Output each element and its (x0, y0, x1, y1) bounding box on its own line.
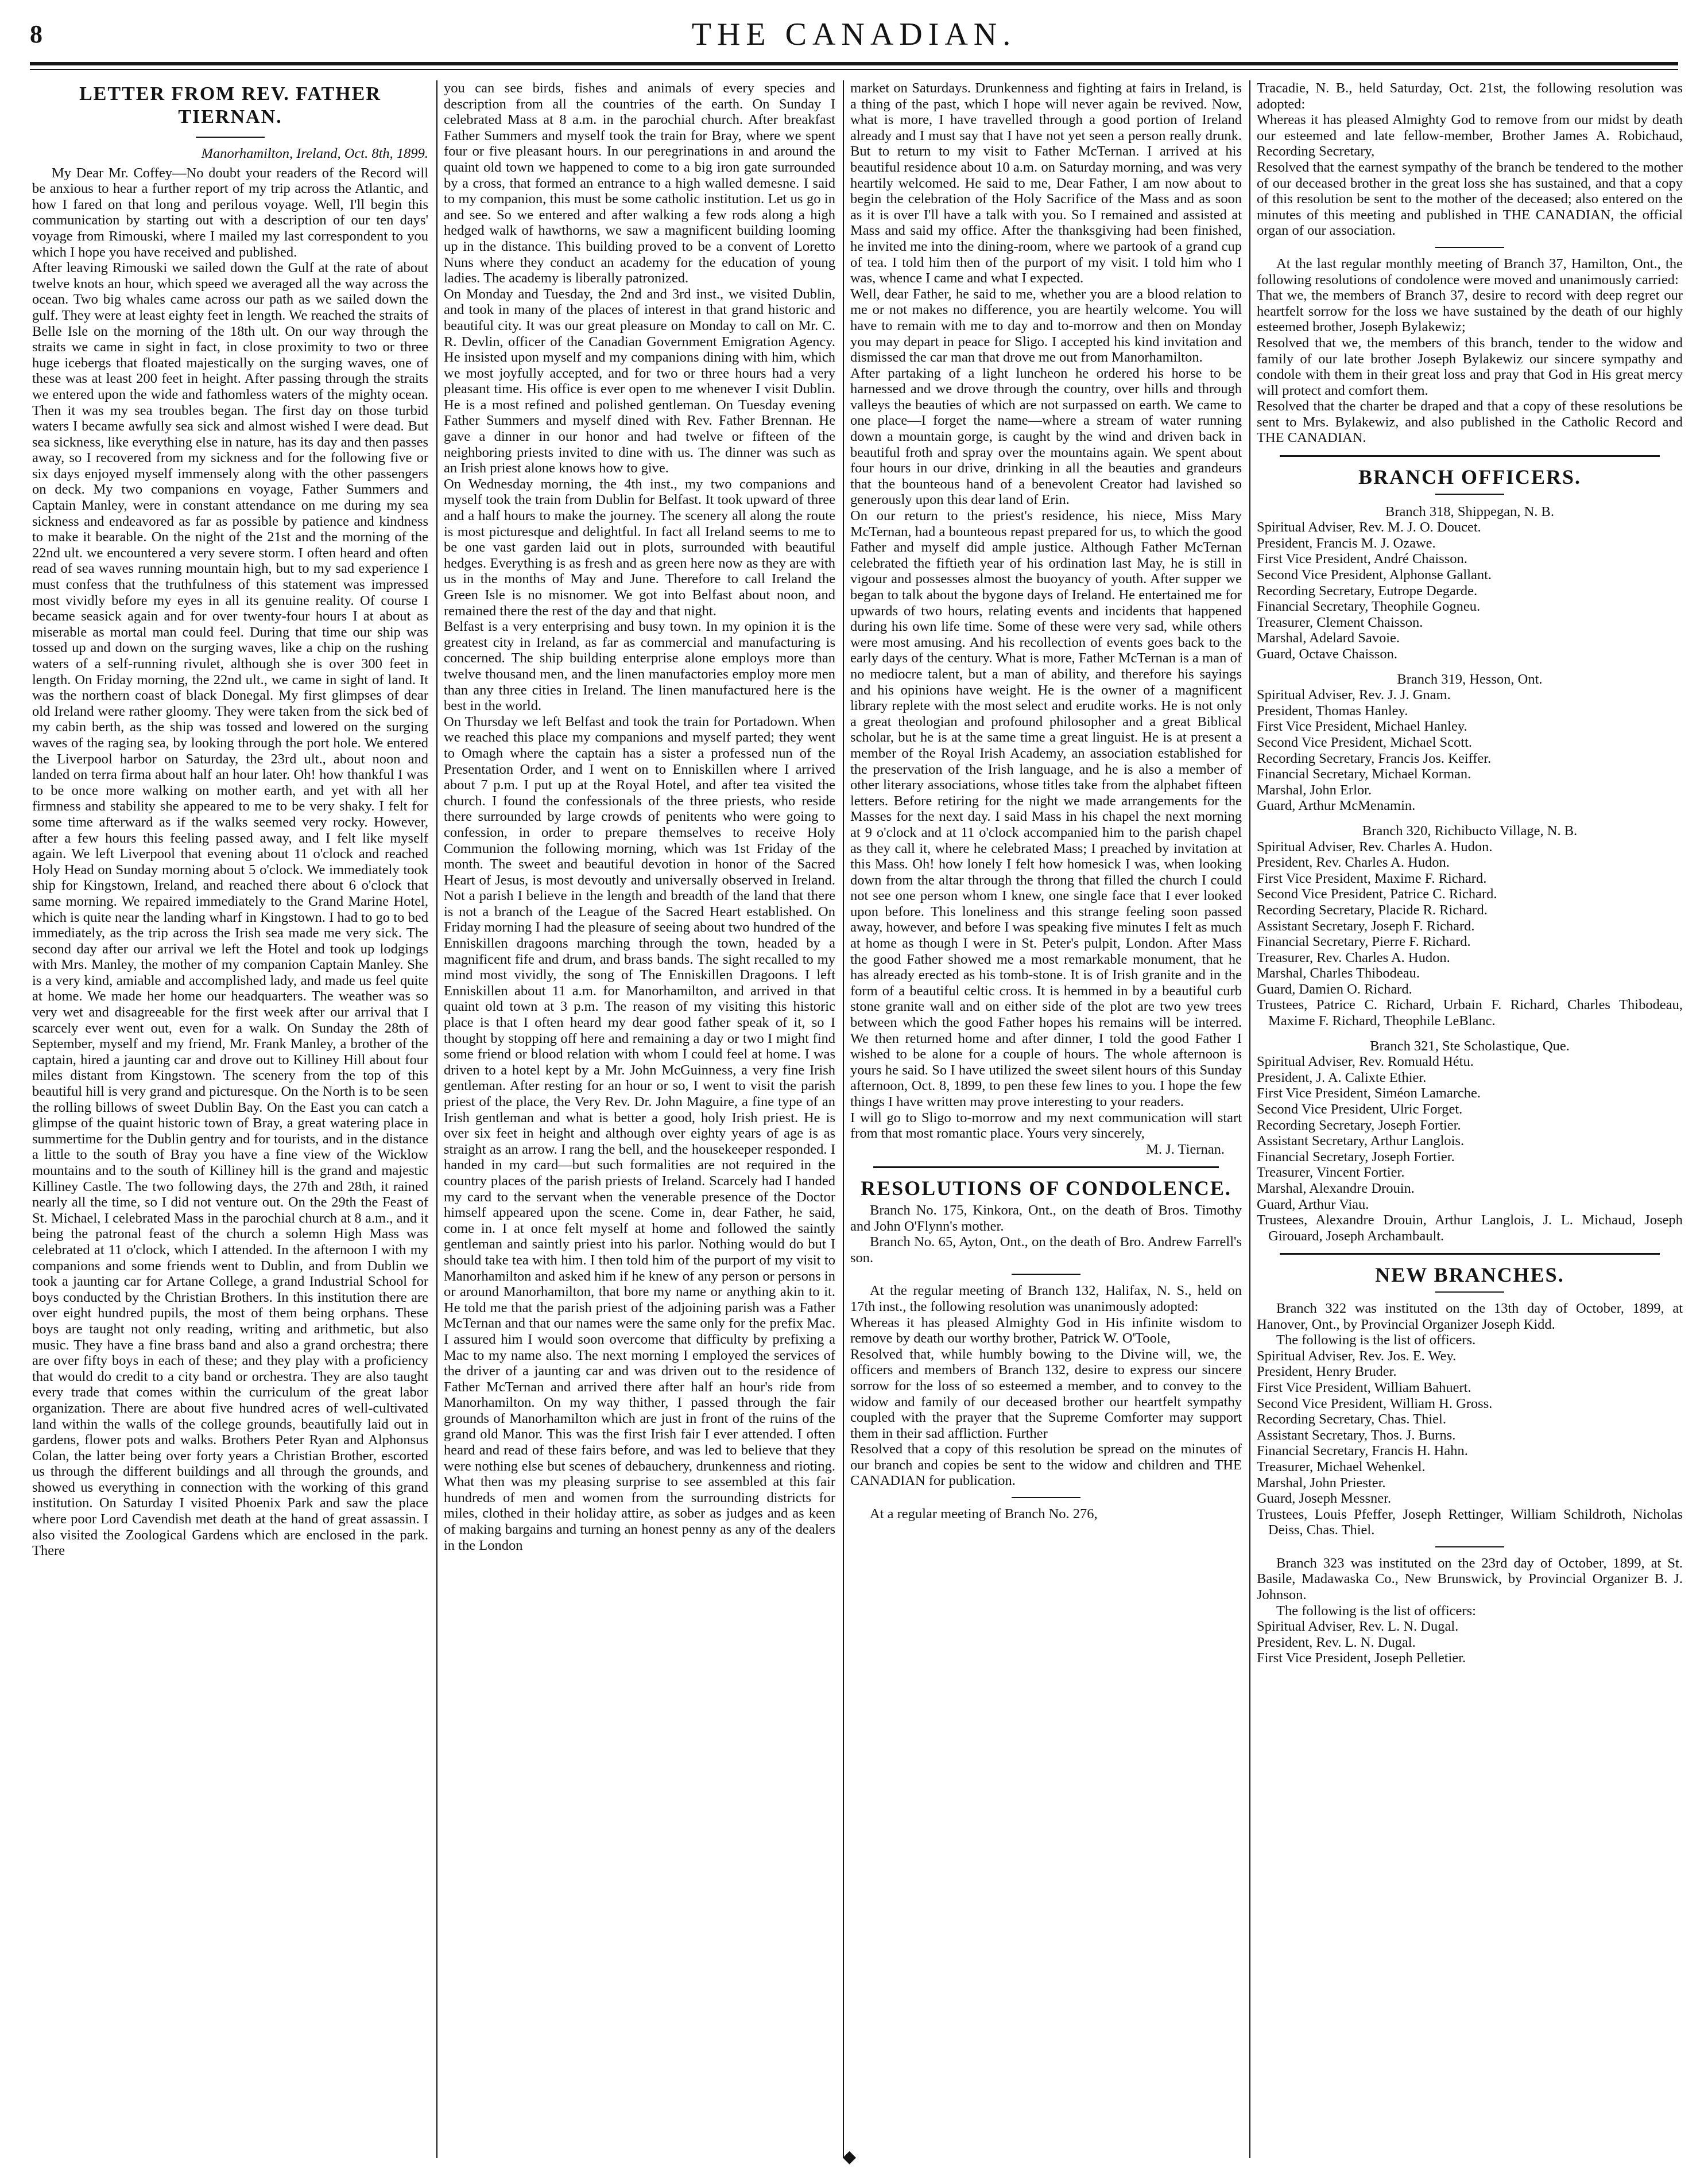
officer-entry: President, Francis M. J. Ozawe. (1257, 535, 1436, 551)
branch-officers-list (1257, 504, 1683, 1244)
letter-signature: M. J. Tiernan. (1146, 1141, 1225, 1157)
page-number: 8 (30, 20, 42, 48)
resolution-tracadie: Tracadie, N. B., held Saturday, Oct. 21st, the following resolution was adopted: Whereas it has pleased Almighty God to remove from our midst by death our esteemed and late fellow-member, Brother James A. Robichaud, Recording Secretary, Resolved that the earnest sympathy of the branch be tendered to the mother of our deceased brother in the great loss she has sustained, and that a copy of this resolution be sent to the mother of the deceased; also entered on the minutes of this meeting and published in THE CANADIAN, the official organ of our association. (1257, 80, 1683, 239)
divider (873, 1166, 1219, 1168)
officer-entry: Spiritual Adviser, Rev. Romuald Hétu. (1257, 1054, 1474, 1070)
officer-entry: Financial Secretary, Francis H. Hahn. (1257, 1443, 1468, 1459)
officer-entry: Treasurer, Clement Chaisson. (1257, 614, 1423, 630)
officer-entry: President, Henry Bruder. (1257, 1364, 1397, 1380)
officer-entry: First Vice President, Siméon Lamarche. (1257, 1085, 1481, 1101)
branch-title: Branch 319, Hesson, Ont. (1397, 671, 1543, 687)
divider (1012, 1497, 1080, 1498)
officer-entry: First Vice President, Maxime F. Richard. (1257, 870, 1487, 886)
ornament-icon: ◆ (843, 2147, 857, 2166)
divider (1435, 1291, 1504, 1293)
officer-entry: Second Vice President, William H. Gross. (1257, 1395, 1493, 1411)
new-branches-heading: NEW BRANCHES. (1375, 1263, 1564, 1287)
officer-entry: Financial Secretary, Pierre F. Richard. (1257, 934, 1471, 950)
officer-list (1257, 1054, 1683, 1244)
officer-entry: President, Rev. Charles A. Hudon. (1257, 855, 1450, 871)
letter-body-part-3: market on Saturdays. Drunkenness and fighting at fairs in Ireland, is a thing of the past, which I hope will never again be revived. Now, what is more, I have travelled through a good portion of Ireland already and I must say that I have not yet seen a person really drunk. But to return to my visit to Father McTernan. I arrived at his beautiful residence about 10 a.m. on Saturday morning, and was very heartily welcomed. He said to me, Dear Father, I am now about to begin the celebration of the Holy Sacrifice of the Mass and as soon as it is over I'll have a talk with you. So I remained and assisted at Mass and said my office. After the thanksgiving had been finished, he invited me into the dining-room, where we partook of a grand cup of tea. I told him then of the purport of my visit. I told him who I was, whence I came and what I expected. Well, dear Father, he said to me, whether you are a blood relation to me or not makes no difference, you are heartily welcome. You will have to remain with me to day and to-morrow and then on Monday you may depart in peace for Sligo. I accepted his kind invitation and dismissed the car man that drove me out from Manorhamilton. After partaking of a light luncheon he ordered his horse to be harnessed and we drove through the country, over hills and through valleys the beauties of which are not surpassed on earth. We came to one place—I forget the name—where a stream of water running down a mountain gorge, is caught by the wind and driven back in beautiful froth and spray over the mountains again. We spent about four hours in our drive, drinking in all the beauties and grandeurs that the bounteous hand of a benevolent Creator had lavished so generously upon this dear land of Erin. On our return to the priest's residence, his niece, Miss Mary McTernan, had a bounteous repast prepared for us, to which the good Father and myself did ample justice. Although Father McTernan celebrated the fiftieth year of his ordination last May, he is still in vigour and possesses almost the buoyancy of youth. After supper we began to talk about the bygone days of Ireland. He entertained me for upwards of two hours, relating events and incidents that happened during his own life time. Some of these were very sad, while others were most amusing. And his recollection of events goes back to the early days of the century. What is more, Father McTernan is a man of no mediocre talent, but a man of ability, and therefore his sayings and his opinions have weight. He is the owner of a magnificent library replete with the most select and erudite works. He is not only a great theologian and profound philosopher and a great Biblical scholar, but he is at the same time a great linguist. He is at present a member of the Royal Irish Academy, an association established for the preservation of the Irish language, and he is also a member of other literary associations, whose titles take from the alphabet fifteen letters. Before retiring for the night we made arrangements for the Masses for the next day. I said Mass in his chapel the next morning at 9 o'clock and at 11 o'clock accompanied him to the parish chapel as they call it, where he celebrated Mass; I preached by invitation at this Mass. Oh! how lonely I felt how homesick I was, when looking down from the altar through the throng that filled the church I could not see one person whom I knew, one single face that I ever looked upon before. This loneliness and this strange feeling soon passed away, however, and before I was speaking five minutes I felt as much at home as though I were in St. Peter's pulpit, London. After Mass the good Father showed me a most remarkable monument, that he has already erected as his tomb-stone. It is of Irish granite and in the form of a beautiful celtic cross. It is hemmed in by a beautiful curb stone granite wall and on either side of the plot are two yew trees between which the good Father hopes his remains will be interred. We then returned home and after dinner, I told the good Father I wished to be alone for a couple of hours. The whole afternoon is yours he said. So I have utilized the sweet silent hours of this Sunday afternoon, Oct. 8, 1899, to pen these few lines to you. I hope the few things I have written may prove interesting to your readers. I will go to Sligo to-morrow and my next communication will start from that most romantic place. Yours very sincerely, (850, 80, 1242, 1142)
officer-entry: Treasurer, Rev. Charles A. Hudon. (1257, 949, 1450, 965)
column-4 (1257, 80, 1683, 2158)
resolution-item: Branch No. 65, Ayton, Ont., on the death of Bro. Andrew Farrell's son. (850, 1234, 1242, 1266)
officer-entry: Spiritual Adviser, Rev. Charles A. Hudon. (1257, 839, 1493, 855)
officer-entry: Guard, Octave Chaisson. (1257, 646, 1397, 662)
divider (1280, 455, 1660, 457)
officer-entry: Treasurer, Vincent Fortier. (1257, 1165, 1405, 1181)
divider (1280, 1253, 1660, 1255)
branch-323-officers (1257, 1619, 1683, 1666)
officer-entry: Assistant Secretary, Arthur Langlois. (1257, 1133, 1465, 1149)
resolution-halifax: At the regular meeting of Branch 132, Halifax, N. S., held on 17th inst., the following resolution was unanimously adopted: Whereas it has pleased Almighty God in His infinite wisdom to remove by death our worthy brother, Patrick W. O'Toole, Resolved that, while humbly bowing to the Divine will, we, the officers and members of Branch 132, desire to express our sincere sorrow for the loss of so esteemed a member, and to convey to the widow and family of our deceased brother our heartfelt sympathy coupled with the prayer that the Supreme Comforter may support them in their sad affliction. Further Resolved that a copy of this resolution be spread on the minutes of our branch and copies be sent to the widow and children and THE CANADIAN for publication. (850, 1283, 1242, 1489)
divider (1435, 494, 1504, 495)
officer-entry: Recording Secretary, Joseph Fortier. (1257, 1117, 1461, 1133)
officer-entry: Second Vice President, Alphonse Gallant. (1257, 567, 1492, 583)
divider (196, 137, 265, 138)
branch-title: Branch 320, Richibucto Village, N. B. (1362, 823, 1578, 839)
letter-body-part-1: My Dear Mr. Coffey—No doubt your readers of the Record will be anxious to hear a further report of my trip across the Atlantic, and how I fared on that long and perilous voyage. Well, I'll begin this communication by starting out with a description of our ten days' voyage from Rimouski, where I mailed my last correspondent to you which I hope you have received and published. After leaving Rimouski we sailed down the Gulf at the rate of about twelve knots an hour, which speed we averaged all the way across the ocean. Two big whales came across our path as we sailed down the gulf. They were at least eighty feet in length. We reached the straits of Belle Isle on the morning of the 18th ult. On our way through the straits we came in sight in fact, in close proximity to two or three huge icebergs that floated majestically on the surging waves, one of these was at least 200 feet in height. After passing through the straits we entered upon the wide and fathomless waters of the mighty ocean. Then it was my sea troubles began. The first day on those turbid waters I became awfully sea sick and almost wished I were dead. But sea sickness, like everything else in nature, has its day and then passes away, so I recovered from my sickness and for the following five or six days enjoyed myself immensely along with the other passengers on deck. My two companions en voyage, Father Summers and Captain Manley, were in constant attendance on me during my sea sickness and endeavored as far as possible by patience and kindness to make it bearable. On the night of the 21st and the morning of the 22nd ult. we encountered a very severe storm. I often heard and often read of sea waves running mountain high, but to my sad experience I must confess that the truthfulness of this statement was impressed most vividly before my eyes in all its genuine reality. Of course I became seasick again and for over twenty-four hours I at about as miserable as mortal man could feel. During that time our ship was tossed up and down on the surging waves, like a chip on the rushing waters of a self-running rivulet, although she is over 300 feet in length. On Friday morning, the 22nd ult., we came in sight of land. It was the northern coast of black Donegal. My first glimpses of dear old Ireland were rather gloomy. They were taken from the sick bed of my cabin berth, as the ship was tossed and lowered on the surging waves of the raging sea, by looking through the port hole. We entered the Liverpool harbor on Saturday, the 23rd ult., about noon and landed on terra firma about half an hour later. Oh! how thankful I was to be once more walking on mother earth, and yet with all her firmness and stability she appeared to me to be very shaky. I felt for some time afterward as if the walks seemed very rocky. However, after a few hours this feeling passed away, and I felt like myself again. We left Liverpool that evening about 11 o'clock and reached Holy Head on Sunday morning about 5 o'clock. We immediately took ship for Kingstown, Ireland, and reached there about 6 o'clock that same morning. We repaired immediately to the Grand Marine Hotel, which is quite near the landing wharf in Kingstown. I had to go to bed immediately, as the trip across the Irish sea made me very sick. The second day after our arrival we left the Hotel and took up lodgings with Mrs. Manley, the mother of my companion Captain Manley. She is a very kind, amiable and accomplished lady, and made us feel quite at home. We made her home our headquarters. The weather was so very wet and disagreeable for the first week after our arrival that I scarcely ever went out, even for a walk. On Sunday the 28th of September, myself and my friend, Mr. Frank Manley, a brother of the captain, hired a jaunting car and drove out to Killiney Hill about four miles distant from Kingstown. The scenery from the top of this beautiful hill is very grand and picturesque. On the North is to be seen the rolling billows of sweet Dublin Bay. On the East you can catch a glimpse of the quaint historic town of Bray, a great watering place in summertime for the Dublin gentry and for tourists, and in the distance a little to the south of Bray you have a fine view of the Wicklow mountains and to the south of Killiney hill is the grand and majestic Killiney Castle. The two following days, the 27th and 28th, it rained nearly all the time, so I did not venture out. On the 29th the Feast of St. Michael, I celebrated Mass in the parochial church at 8 a.m., and it being the patronal feast of the church a solemn High Mass was celebrated at 11 o'clock, which I attended. In the afternoon I with my companions and some friends went to Dublin, and from Dublin we took a jaunting car for Artane College, a grand Industrial School for boys conducted by the Christian Brothers. In this institution there are over eight hundred pupils, the most of them being orphans. These boys are taught not only reading, writing and arithmetic, but also music. They have a fine brass band and also a grand orchestra; there are over fifty boys in each of these; and they play with a proficiency that would do credit to a city band or orchestra. They are also taught every trade that comes within the curriculum of the great labor organization. There are about five hundred acres of well-cultivated land within the walls of the college grounds, beautifully laid out in gardens, flower pots and walks. Brothers Peter Ryan and Alphonsus Colan, the latter being over forty years a Christian Brother, escorted us through the different buildings and all through the grounds, and showed us everything in connection with the working of this grand institution. On Saturday I visited Phoenix Park and saw the place where poor Lord Cavendish met death at the hand of great assassin. I also visited the Zoological Gardens which are enclosed in the park. There (32, 165, 428, 1559)
officer-entry: First Vice President, André Chaisson. (1257, 551, 1467, 567)
officer-entry: Treasurer, Michael Wehenkel. (1257, 1458, 1426, 1475)
officer-entry: Trustees, Louis Pfeffer, Joseph Rettinger, William Schildroth, Nicholas Deiss, Chas. Thiel. (1257, 1506, 1683, 1538)
column-rule (843, 80, 844, 2158)
masthead-rule-thin (30, 69, 1678, 70)
branch-322-intro: Branch 322 was instituted on the 13th day of October, 1899, at Hanover, Ont., by Provincial Organizer Joseph Kidd. (1257, 1300, 1683, 1332)
branch-officers-heading: BRANCH OFFICERS. (1358, 465, 1582, 489)
officer-entry: Recording Secretary, Francis Jos. Keiffer. (1257, 750, 1492, 766)
officer-entry: Financial Secretary, Michael Korman. (1257, 766, 1471, 782)
officer-entry: First Vice President, William Bahuert. (1257, 1379, 1471, 1395)
resolution-hamilton: At the last regular monthly meeting of Branch 37, Hamilton, Ont., the following resolutions of condolence were moved and unanimously carried: That we, the members of Branch 37, desire to record with deep regret our heartfelt sorrow for the loss we have sustained by the death of our highly esteemed brother, Joseph Bylakewiz; Resolved that we, the members of this branch, tender to the widow and family of our late brother Joseph Bylakewiz our sincere sympathy and condole with them in their great loss and pray that God in His great mercy will protect and comfort them. Resolved that the charter be draped and that a copy of these resolutions be sent to Mrs. Bylakewiz, and also published in the Catholic Record and THE CANADIAN. (1257, 255, 1683, 446)
column-rule (1249, 80, 1250, 2158)
letter-body-part-2: you can see birds, fishes and animals of every species and description from all the countries of the earth. On Sunday I celebrated Mass at 8 a.m. in the parochial church. After breakfast Father Summers and myself took the train for Bray, where we spent four or five pleasant hours. In our peregrinations in and around the quaint old town we happened to come to a big iron gate surrounded by a cross, that formed an entrance to a high walled demesne. I said to my companion, this must be some catholic institution. Let us go in and see. So we entered and after walking a few rods along a high hedged walk of hawthorns, we saw a magnificent building looming up in the distance. This building proved to be a convent of Loretto Nuns where they conduct an academy for the education of young ladies. The academy is liberally patronized. On Monday and Tuesday, the 2nd and 3rd inst., we visited Dublin, and took in many of the places of interest in that grand historic and beautiful city. It was our great pleasure on Monday to call on Mr. C. R. Devlin, officer of the Canadian Government Emigration Agency. He insisted upon myself and my companions dining with him, which we most joyfully accepted, and for two or three hours had a very pleasant time. His office is ever open to me whenever I visit Dublin. He is a most refined and polished gentleman. On Tuesday evening Father Summers and myself dined with Rev. Father Brennan. He gave a dinner in our honor and had twelve or fifteen of the neighboring priests invited to dine with us. The dinner was such as an Irish priest alone knows how to give. On Wednesday morning, the 4th inst., my two companions and myself took the train from Dublin for Belfast. It took upward of three and a half hours to make the journey. The scenery all along the route is most picturesque and delightful. In fact all Ireland seems to me to be one vast garden laid out in plots, surrounded with beautiful hedges. Everything is as fresh and as green here now as they are with us in the months of May and June. Therefore to call Ireland the Green Isle is no misnomer. We got into Belfast about noon, and remained there the rest of the day and that night. Belfast is a very enterprising and busy town. In my opinion it is the greatest city in Ireland, as far as commercial and manufacturing is concerned. The ship building enterprise alone employs more than twelve thousand men, and the linen manufactories employ more men than any three cities in Ireland. The linen manufactured here is the best in the world. On Thursday we left Belfast and took the train for Portadown. When we reached this place my companions and myself parted; they went to Omagh where the captain has a sister a professed nun of the Presentation Order, and I went on to Enniskillen where I arrived about 7 p.m. I put up at the Royal Hotel, and after tea visited the church. I found the confessionals of the three priests, who reside there surrounded by large crowds of penitents who were going to confession, in order to prepare themselves to receive Holy Communion the following morning, which was 1st Friday of the month. The sweet and beautiful devotion in honor of the Sacred Heart of Jesus, is most devoutly and universally observed in Ireland. Not a parish I believe in the length and breadth of the land that there is not a branch of the League of the Sacred Heart established. On Friday morning I had the pleasure of seeing about two hundred of the Enniskillen dragoons marching through the town, headed by a magnificent fife and drum, and brass bands. The sight recalled to my mind most vividly, the song of The Enniskillen Dragoons. I left Enniskillen about 11 a.m. for Manorhamilton, and arrived in that quaint old town at 3 p.m. The reason of my visiting this historic place is that I often heard my dear good father speak of it, so I thought by stopping off here and remaining a day or two I might find some friend or blood relation with whom I could feel at home. I was driven to a hotel kept by a Mr. John McGuinness, a very fine Irish gentleman. After resting for an hour or so, I went to visit the parish priest of the place, the Very Rev. Dr. John Maguire, a fine type of an Irish gentleman and what is better a good, holy Irish priest. He is over six feet in height and although over eighty years of age is as straight as an arrow. I rang the bell, and the housekeeper responded. I handed in my card—but such formalities are not required in the country places of the parish priests of Ireland. Scarcely had I handed my card to the servant when the venerable presence of the Doctor himself appeared upon the scene. Come in, dear Father, he said, come in. I at once felt myself at home and followed the saintly gentleman and saintly priest into his parlor. Nothing would do but I should take tea with him. I then told him of the purport of my visit to Manorhamilton and asked him if he knew of any person or persons in or around Manorhamilton, that bore my name or anything akin to it. He told me that the parish priest of the adjoining parish was a Father McTernan and that our names were the same only for the prefix Mac. I assured him I would soon overcome that difficulty by prefixing a Mac to my name also. The next morning I employed the services of the driver of a jaunting car and was driven out to the residence of Father McTernan and arrived there after half an hour's ride from Manorhamilton. On my way thither, I passed through the fair grounds of Manorhamilton which are just in front of the ruins of the grand old Manor. This was the first Irish fair I ever attended. I often heard and read of these fairs before, and was led to believe that they were nothing else but scenes of debauchery, drunkenness and rioting. What then was my pleasing surprise to see assembled at this fair hundreds of men and women from the surrounding districts for miles, clothed in their holiday attire, as sober as judges and as keen of making bargains and turning an honest penny as any of the dealers in the London (444, 80, 835, 1553)
branch-title: Branch 321, Ste Scholastique, Que. (1370, 1038, 1570, 1054)
letter-dateline: Manorhamilton, Ireland, Oct. 8th, 1899. (201, 146, 428, 161)
officer-entry: Marshal, John Erlor. (1257, 782, 1372, 798)
officer-entry: First Vice President, Michael Hanley. (1257, 719, 1467, 735)
column-3 (850, 80, 1242, 2158)
branch-323-intro: Branch 323 was instituted on the 23rd day of October, 1899, at St. Basile, Madawaska Co., New Brunswick, by Provincial Organizer B. J. Johnson. (1257, 1555, 1683, 1603)
resolution-item: Branch No. 175, Kinkora, Ont., on the death of Bros. Timothy and John O'Flynn's mother. (850, 1202, 1242, 1234)
officer-entry: Marshal, Alexandre Drouin. (1257, 1181, 1415, 1196)
officer-entry: Trustees, Alexandre Drouin, Arthur Langlois, J. L. Michaud, Joseph Girouard, Joseph Archambault. (1257, 1212, 1683, 1244)
branch-323-lead: The following is the list of officers: (1276, 1603, 1476, 1619)
branch-322-lead: The following is the list of officers. (1276, 1332, 1476, 1348)
officer-entry: Second Vice President, Michael Scott. (1257, 734, 1473, 750)
officer-entry: Assistant Secretary, Thos. J. Burns. (1257, 1427, 1456, 1443)
officer-entry: Guard, Damien O. Richard. (1257, 981, 1412, 997)
officer-entry: Spiritual Adviser, Rev. J. J. Gnam. (1257, 687, 1451, 703)
officer-entry: First Vice President, Joseph Pelletier. (1257, 1650, 1466, 1666)
officer-entry: President, Thomas Hanley. (1257, 703, 1408, 719)
officer-list (1257, 519, 1683, 662)
officer-list (1257, 839, 1683, 1029)
officer-entry: Guard, Joseph Messner. (1257, 1491, 1392, 1507)
officer-entry: Spiritual Adviser, Rev. Jos. E. Wey. (1257, 1348, 1457, 1364)
officer-entry: Second Vice President, Ulric Forget. (1257, 1101, 1463, 1118)
officer-entry: Financial Secretary, Joseph Fortier. (1257, 1149, 1455, 1165)
divider (1435, 247, 1504, 248)
branch-322-officers (1257, 1348, 1683, 1538)
divider (1012, 1274, 1080, 1275)
column-rule (436, 80, 437, 2158)
officer-entry: Marshal, John Priester. (1257, 1475, 1386, 1491)
officer-entry: Guard, Arthur McMenamin. (1257, 798, 1416, 814)
officer-entry: Assistant Secretary, Joseph F. Richard. (1257, 918, 1475, 934)
masthead: THE CANADIAN. (691, 17, 1017, 52)
officer-entry: Guard, Arthur Viau. (1257, 1196, 1369, 1212)
officer-entry: Spiritual Adviser, Rev. M. J. O. Doucet. (1257, 519, 1481, 536)
officer-entry: Recording Secretary, Chas. Thiel. (1257, 1411, 1446, 1427)
officer-entry: Marshal, Adelard Savoie. (1257, 630, 1400, 646)
officer-entry: President, J. A. Calixte Ethier. (1257, 1069, 1427, 1085)
officer-entry: Financial Secretary, Theophile Gogneu. (1257, 599, 1481, 615)
officer-entry: Spiritual Adviser, Rev. L. N. Dugal. (1257, 1619, 1459, 1635)
branch-title: Branch 318, Shippegan, N. B. (1385, 503, 1554, 519)
officer-entry: Marshal, Charles Thibodeau. (1257, 965, 1420, 982)
officer-entry: President, Rev. L. N. Dugal. (1257, 1634, 1416, 1650)
resolution-tail: At a regular meeting of Branch No. 276, (870, 1506, 1098, 1522)
letter-headline: LETTER FROM REV. FATHER TIERNAN. (79, 83, 381, 127)
officer-entry: Recording Secretary, Eutrope Degarde. (1257, 583, 1478, 599)
masthead-rule (30, 62, 1678, 65)
officer-entry: Trustees, Patrice C. Richard, Urbain F. Richard, Charles Thibodeau, Maxime F. Richard, Theophile LeBlanc. (1257, 997, 1683, 1029)
officer-entry: Second Vice President, Patrice C. Richard. (1257, 886, 1497, 902)
officer-list (1257, 687, 1683, 814)
column-1 (32, 80, 428, 2158)
divider (1435, 1546, 1504, 1547)
column-2 (444, 80, 835, 2158)
officer-entry: Recording Secretary, Placide R. Richard. (1257, 902, 1488, 918)
resolutions-heading: RESOLUTIONS OF CONDOLENCE. (861, 1177, 1231, 1200)
